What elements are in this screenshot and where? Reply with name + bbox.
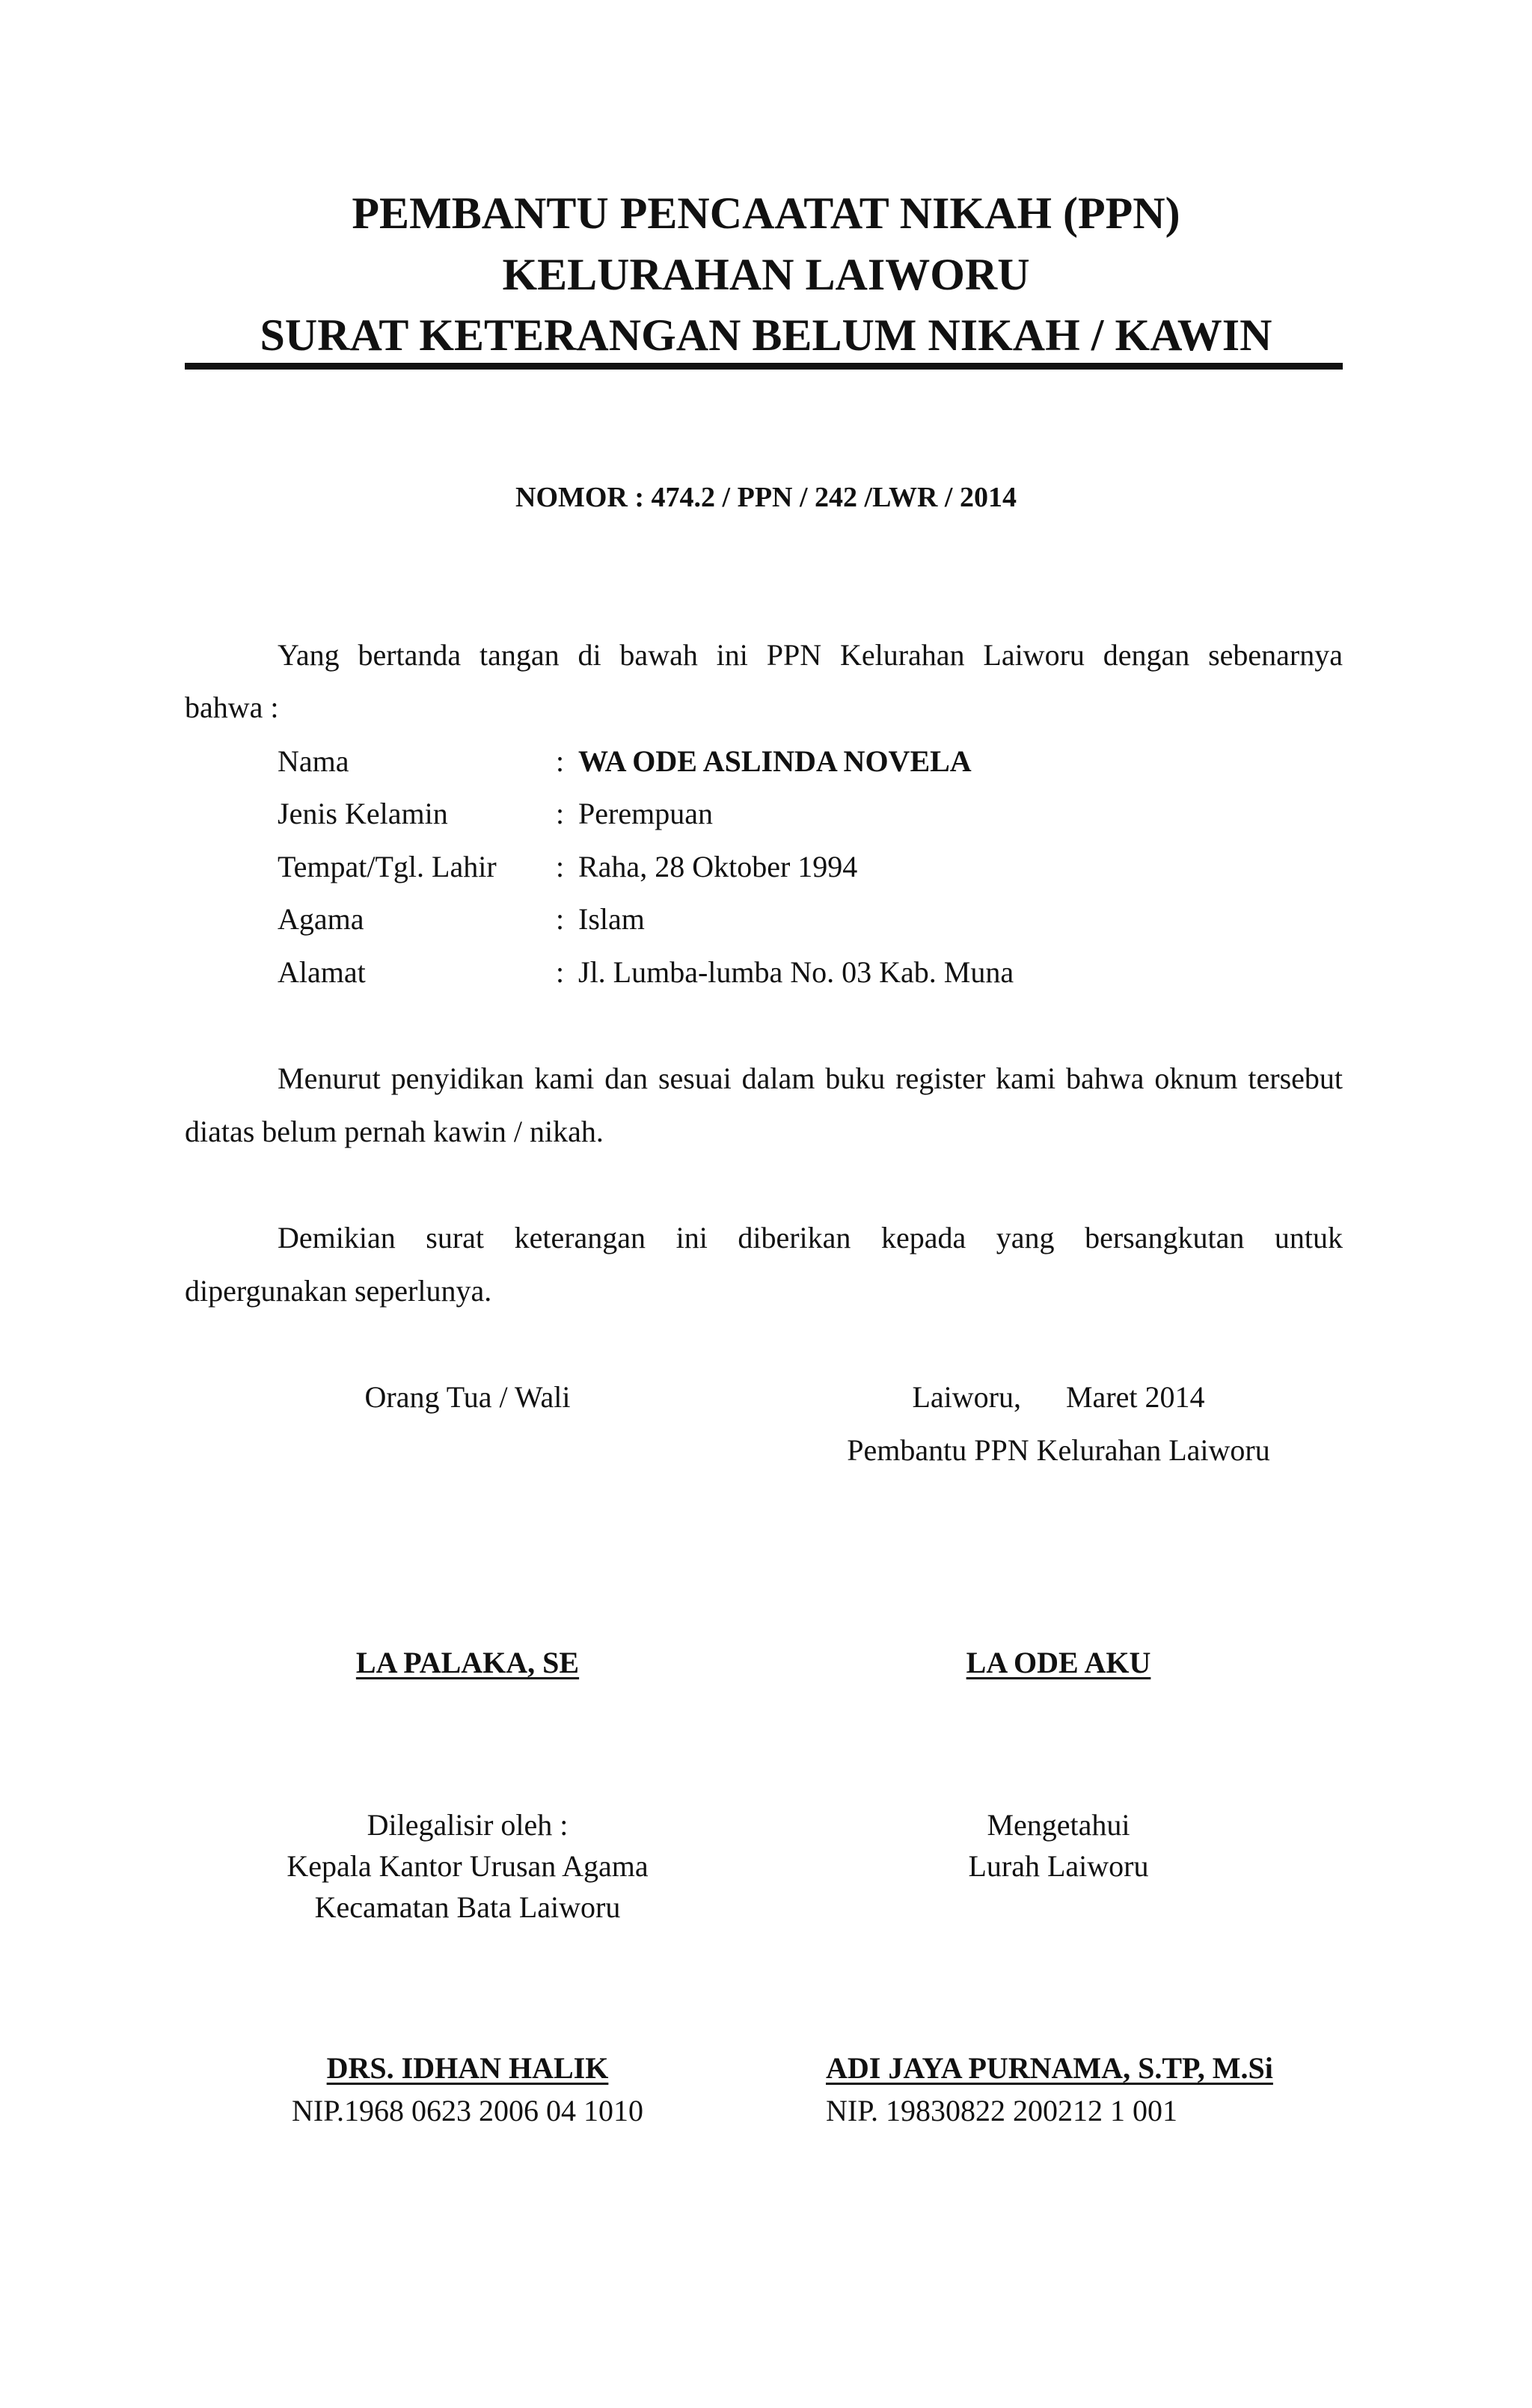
signature-right-name: LA ODE AKU bbox=[966, 1646, 1151, 1679]
intro-line-1: Yang bertanda tangan di bawah ini PPN Kelurahan Laiworu dengan sebenarnya bbox=[278, 638, 1343, 672]
intro-line-2: bahwa : bbox=[185, 690, 279, 724]
field-label: Alamat bbox=[278, 955, 366, 989]
field-value-agama: Islam bbox=[578, 902, 645, 936]
document-number: NOMOR : 474.2 / PPN / 242 /LWR / 2014 bbox=[515, 482, 1017, 513]
signature-left-name: LA PALAKA, SE bbox=[355, 1646, 580, 1679]
header-title-line-3: SURAT KETERANGAN BELUM NIKAH / KAWIN bbox=[260, 310, 1272, 360]
legalization-right-name: ADI JAYA PURNAMA, S.TP, M.Si bbox=[826, 2051, 1273, 2085]
field-row-nama bbox=[278, 742, 1325, 781]
field-row-tempat-tgl-lahir bbox=[278, 848, 1325, 886]
field-colon: : bbox=[556, 797, 565, 830]
legalization-right-nip: NIP. 19830822 200212 1 001 bbox=[826, 2094, 1178, 2127]
paragraph-1-line-1: Menurut penyidikan kami dan sesuai dalam buku register kami bahwa oknum tersebut bbox=[278, 1061, 1343, 1095]
legalization-left-line-2: Kepala Kantor Urusan Agama bbox=[287, 1849, 649, 1883]
field-value-tempat-tgl-lahir: Raha, 28 Oktober 1994 bbox=[578, 850, 858, 883]
legalization-right-line-2: Lurah Laiworu bbox=[968, 1849, 1149, 1883]
field-value-jenis-kelamin: Perempuan bbox=[578, 797, 713, 830]
field-colon: : bbox=[556, 744, 565, 778]
field-label: Jenis Kelamin bbox=[278, 797, 448, 830]
field-value-alamat: Jl. Lumba-lumba No. 03 Kab. Muna bbox=[578, 955, 1014, 989]
header-title-line-1: PEMBANTU PENCAATAT NIKAH (PPN) bbox=[352, 189, 1180, 238]
field-colon: : bbox=[556, 850, 565, 883]
field-value-nama: WA ODE ASLINDA NOVELA bbox=[578, 744, 972, 778]
paragraph-2-line-1: Demikian surat keterangan ini diberikan kepada yang bersangkutan untuk bbox=[278, 1221, 1343, 1254]
header-title-line-2: KELURAHAN LAIWORU bbox=[502, 250, 1030, 299]
field-row-alamat bbox=[278, 953, 1325, 992]
field-colon: : bbox=[556, 955, 565, 989]
legalization-left-nip: NIP.1968 0623 2006 04 1010 bbox=[291, 2094, 644, 2127]
field-row-jenis-kelamin bbox=[278, 794, 1325, 833]
signature-right-role: Pembantu PPN Kelurahan Laiworu bbox=[847, 1433, 1270, 1467]
field-label: Tempat/Tgl. Lahir bbox=[278, 850, 497, 883]
legalization-right-line-1: Mengetahui bbox=[987, 1808, 1130, 1842]
legalization-left-line-1: Dilegalisir oleh : bbox=[367, 1808, 569, 1842]
paragraph-2-line-2: dipergunakan seperlunya. bbox=[185, 1274, 492, 1308]
field-label: Nama bbox=[278, 744, 349, 778]
field-row-agama bbox=[278, 900, 1325, 939]
legalization-left-line-3: Kecamatan Bata Laiworu bbox=[314, 1890, 621, 1924]
field-label: Agama bbox=[278, 902, 364, 936]
signature-right-place-date: Laiworu, Maret 2014 bbox=[912, 1380, 1205, 1414]
field-colon: : bbox=[556, 902, 565, 936]
heading-underline-rule bbox=[185, 363, 1343, 370]
paragraph-1-line-2: diatas belum pernah kawin / nikah. bbox=[185, 1115, 604, 1148]
legalization-left-name: DRS. IDHAN HALIK bbox=[326, 2051, 609, 2085]
signature-left-role: Orang Tua / Wali bbox=[364, 1380, 571, 1414]
